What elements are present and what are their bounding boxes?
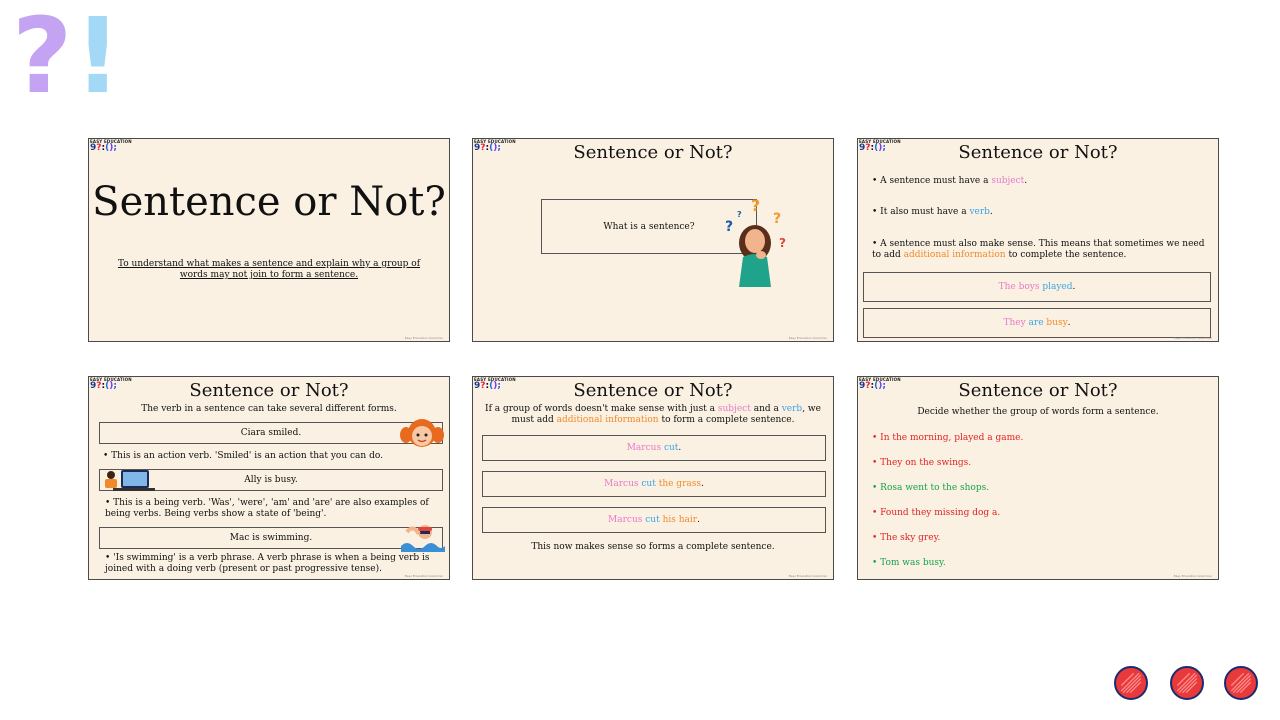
scribble-icon <box>1172 668 1202 698</box>
scribble-icon <box>1116 668 1146 698</box>
slide-intro: The verb in a sentence can take several different forms. <box>141 404 397 414</box>
scribble-icon <box>1226 668 1256 698</box>
example-box-1: Marcus cut . <box>482 435 826 461</box>
example-box-2: Marcus cut the grass . <box>482 471 826 497</box>
scribble-button-1[interactable] <box>1114 666 1148 700</box>
slide-thumbnail-6[interactable] <box>857 376 1219 580</box>
question-box: What is a sentence? <box>541 199 757 254</box>
svg-text:?: ? <box>779 236 786 250</box>
example-box-3: Mac is swimming. <box>99 527 443 549</box>
slide-title: Sentence or Not? <box>573 142 733 163</box>
svg-text:?: ? <box>737 210 742 219</box>
bullet-verb: • It also must have a verb. <box>872 207 993 217</box>
example-box-1: The boys played . <box>863 272 1211 302</box>
slide-intro: Decide whether the group of words form a sentence. <box>917 407 1159 417</box>
slide-title: Sentence or Not? <box>958 142 1118 163</box>
logo: EASY EDUCATION 9?:(); <box>90 139 132 153</box>
slide-thumbnail-5[interactable] <box>472 376 834 580</box>
slide-title: Sentence or Not? <box>958 380 1118 401</box>
footer-tag: Easy Education Grammar <box>404 574 443 578</box>
slide-thumbnail-2[interactable] <box>472 138 834 342</box>
swimmer-illustration <box>399 520 445 552</box>
slide-title: Sentence or Not? <box>92 179 446 225</box>
footer-tag: Easy Education Grammar <box>1173 336 1212 340</box>
example-box-3: Marcus cut his hair . <box>482 507 826 533</box>
bullet-subject: • A sentence must have a subject. <box>872 176 1028 186</box>
footer-tag: Easy Education Grammar <box>404 336 443 340</box>
conclusion: This now makes sense so forms a complete sentence. <box>531 542 775 552</box>
slide-thumbnail-1[interactable] <box>88 138 450 342</box>
slide-thumbnail-4[interactable] <box>88 376 450 580</box>
scribble-button-3[interactable] <box>1224 666 1258 700</box>
footer-tag: Easy Education Grammar <box>1173 574 1212 578</box>
example-box-2: They are busy . <box>863 308 1211 338</box>
svg-text:?: ? <box>751 196 761 215</box>
scribble-button-2[interactable] <box>1170 666 1204 700</box>
list-item-correct: • Tom was busy. <box>872 558 946 568</box>
logo: EASY EDUCATION 9?:(); <box>859 377 901 391</box>
note-2: • This is a being verb. 'Was', 'were', 'am' and 'are' are also examples of being verbs. Being verbs show a state of 'being'. <box>105 498 429 519</box>
note-1: • This is an action verb. 'Smiled' is an action that you can do. <box>103 451 383 461</box>
learning-objective: To understand what makes a sentence and explain why a group of words may not join to form a sentence. <box>117 259 421 280</box>
note-3: • 'Is swimming' is a verb phrase. A verb phrase is when a being verb is joined with a doing verb (present or past progressive tense). <box>105 553 430 574</box>
slide-title: Sentence or Not? <box>573 380 733 401</box>
example-box-1: Ciara smiled. <box>99 422 443 444</box>
list-item-incorrect: • The sky grey. <box>872 533 941 543</box>
bullet-sense: • A sentence must also make sense. This means that sometimes we need to add additional information to complete the sentence. <box>872 239 1205 260</box>
svg-text:?: ? <box>773 211 782 227</box>
slide-title: Sentence or Not? <box>189 380 349 401</box>
smiling-girl-illustration <box>399 415 445 451</box>
question-mark-decoration: ? <box>12 0 73 117</box>
svg-text:?: ? <box>725 219 734 235</box>
logo: EASY EDUCATION 9?:(); <box>90 377 132 391</box>
list-item-incorrect: • In the morning, played a game. <box>872 433 1024 443</box>
footer-tag: Easy Education Grammar <box>788 574 827 578</box>
footer-tag: Easy Education Grammar <box>788 336 827 340</box>
laptop-illustration <box>99 468 155 494</box>
logo: EASY EDUCATION 9?:(); <box>859 139 901 153</box>
slide-thumbnail-3[interactable] <box>857 138 1219 342</box>
example-box-2: Ally is busy. <box>99 469 443 491</box>
slide-intro: If a group of words doesn't make sense with just a subject and a verb, we must add additional information to form a complete sentence. <box>485 404 821 425</box>
list-item-incorrect: • Found they missing dog a. <box>872 508 1001 518</box>
list-item-incorrect: • They on the swings. <box>872 458 972 468</box>
list-item-correct: • Rosa went to the shops. <box>872 483 990 493</box>
thinking-girl-illustration <box>721 195 791 290</box>
exclamation-mark-decoration: ! <box>74 0 122 117</box>
logo: EASY EDUCATION 9?:(); <box>474 139 516 153</box>
logo: EASY EDUCATION 9?:(); <box>474 377 516 391</box>
